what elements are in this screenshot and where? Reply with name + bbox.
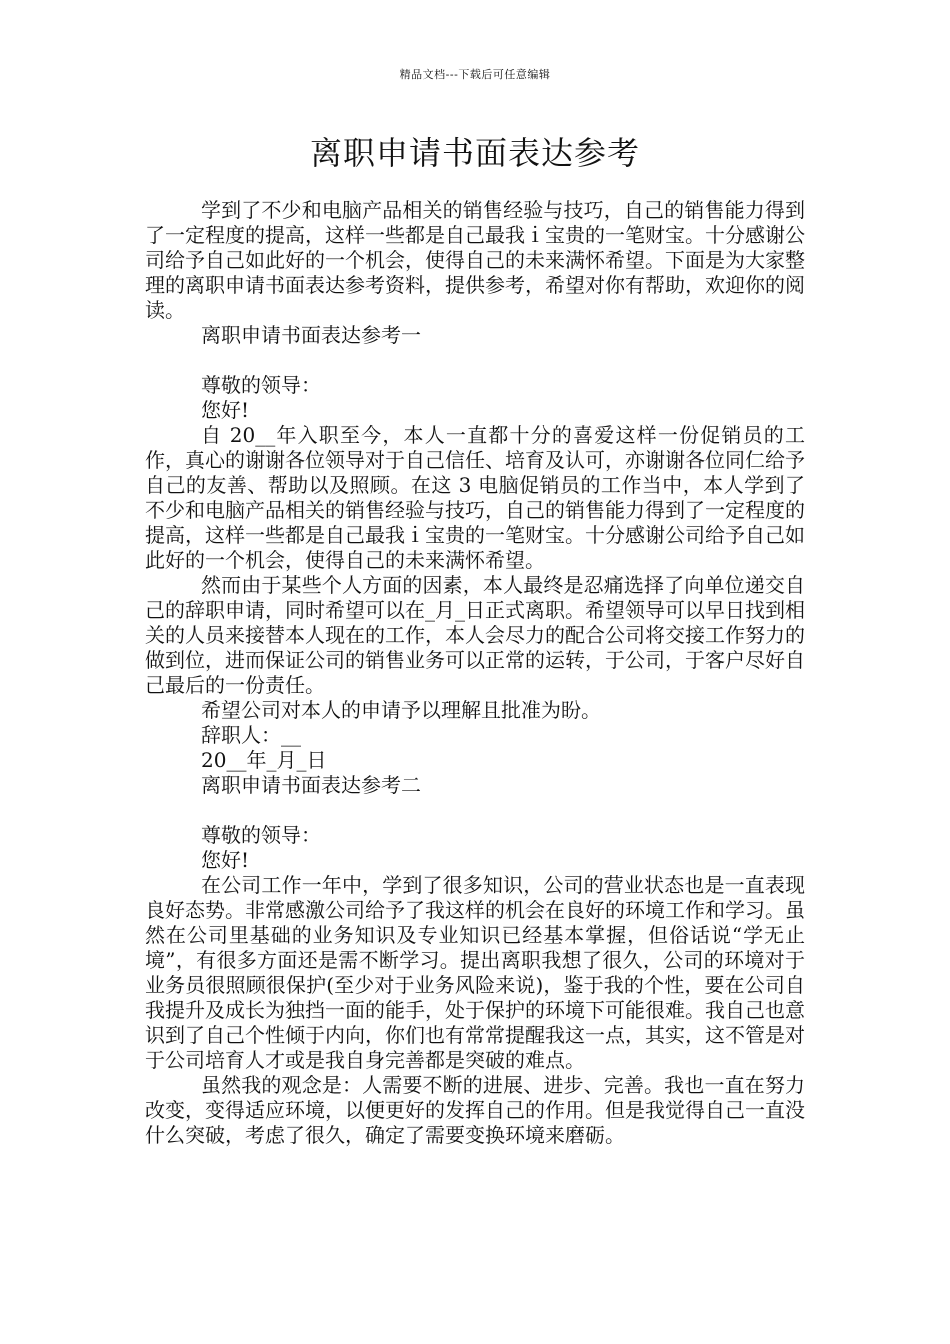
letter1-paragraph-2: 然而由于某些个人方面的因素，本人最终是忍痛选择了向单位递交自己的辞职申请，同时希望可以在_月_日正式离职。希望领导可以早日找到相关的人员来接替本人现在的工作，本人会尽力的配合公司将交接工作努力的做到位，进而保证公司的销售业务可以正常的运转，于公司，于客户尽好自己最后的一份责任。 <box>145 573 805 697</box>
letter1-greeting: 您好! <box>201 398 250 422</box>
letter1-heading: 离职申请书面表达参考一 <box>201 323 421 347</box>
letter1-paragraph-1: 自 20__年入职至今，本人一直都十分的喜爱这样一份促销员的工作，真心的谢谢各位领导对于自己信任、培育及认可，亦谢谢各位同仁给予自己的友善、帮助以及照顾。在这 3 电脑促销员的工作当中，本人学到了不少和电脑产品相关的销售经验与技巧，自己的销售能力得到了一定程度的提高，这样一些都是自己最我ｉ宝贵的一笔财宝。十分感谢公司给予自己如此好的一个机会，使得自己的未来满怀希望。 <box>145 423 805 572</box>
intro-paragraph: 学到了不少和电脑产品相关的销售经验与技巧，自己的销售能力得到了一定程度的提高，这样一些都是自己最我ｉ宝贵的一笔财宝。十分感谢公司给予自己如此好的一个机会，使得自己的未来满怀希望。下面是为大家整理的离职申请书面表达参考资料，提供参考，希望对你有帮助，欢迎你的阅读。 <box>145 198 805 322</box>
blank-line <box>145 348 805 373</box>
letter2-paragraph-2: 虽然我的观念是：人需要不断的进展、进步、完善。我也一直在努力改变，变得适应环境，以便更好的发挥自己的作用。但是我觉得自己一直没什么突破，考虑了很久，确定了需要变换环境来磨砺。 <box>145 1073 805 1147</box>
letter2-salutation: 尊敬的领导： <box>201 823 321 847</box>
document-body <box>145 198 805 1148</box>
letter1-signer: 辞职人：__ <box>201 723 301 747</box>
letter2-greeting: 您好! <box>201 848 250 872</box>
header-note: 精品文档---下载后可任意编辑 <box>399 68 551 81</box>
letter2-heading: 离职申请书面表达参考二 <box>201 773 421 797</box>
letter1-paragraph-3: 希望公司对本人的申请予以理解且批准为盼。 <box>201 698 601 722</box>
letter2-paragraph-1: 在公司工作一年中，学到了很多知识，公司的营业状态也是一直表现良好态势。非常感激公司给予了我这样的机会在良好的环境工作和学习。虽然在公司里基础的业务知识及专业知识已经基本掌握，但俗话说“学无止境”，有很多方面还是需不断学习。提出离职我想了很久，公司的环境对于业务员很照顾很保护(至少对于业务风险来说)，鉴于我的个性，要在公司自我提升及成长为独挡一面的能手，处于保护的环境下可能很难。我自己也意识到了自己个性倾于内向，你们也有常常提醒我这一点，其实，这不管是对于公司培育人才或是我自身完善都是突破的难点。 <box>145 873 805 1072</box>
blank-line <box>145 798 805 823</box>
letter1-salutation: 尊敬的领导： <box>201 373 321 397</box>
letter1-date: 20__年_月_日 <box>201 748 327 772</box>
document-title: 离职申请书面表达参考 <box>309 134 640 172</box>
